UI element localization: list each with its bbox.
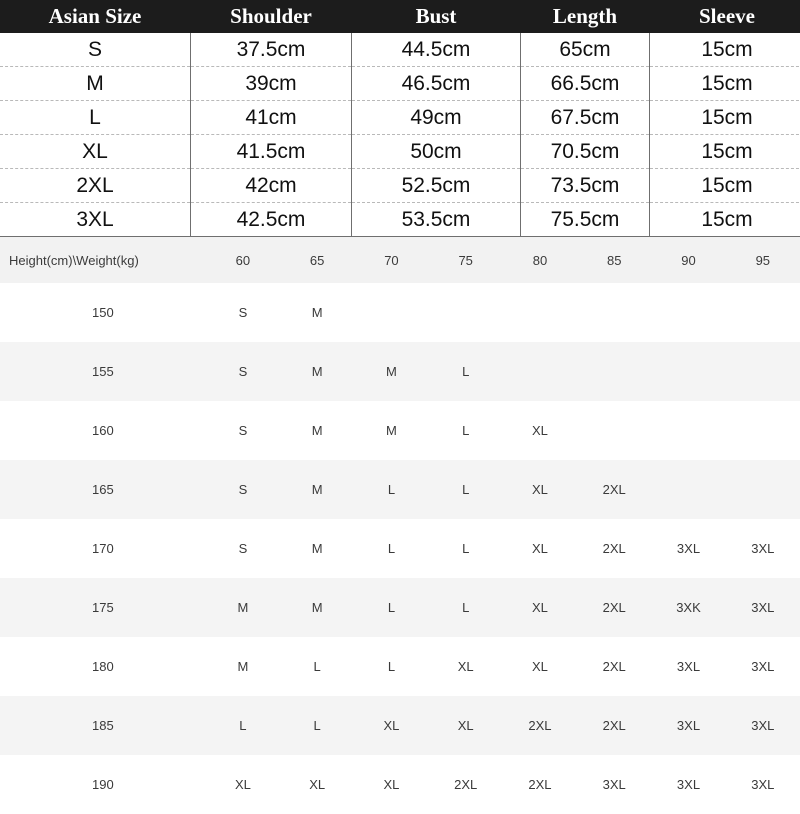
column-header-asian-size: Asian Size <box>0 0 191 33</box>
size-cell: 3XL <box>577 755 651 814</box>
cell-size: 3XL <box>0 203 191 237</box>
size-cell: 2XL <box>429 755 503 814</box>
size-cell: 3XL <box>651 637 725 696</box>
size-cell: L <box>354 578 428 637</box>
table-row <box>0 637 800 696</box>
size-cell <box>726 342 800 401</box>
size-cell <box>651 342 725 401</box>
table-row <box>0 283 800 342</box>
cell-shoulder: 41.5cm <box>191 135 352 169</box>
size-cell: 2XL <box>503 696 577 755</box>
size-cell: L <box>429 519 503 578</box>
size-cell <box>726 401 800 460</box>
table-row <box>0 401 800 460</box>
cell-size: L <box>0 101 191 135</box>
cell-shoulder: 41cm <box>191 101 352 135</box>
size-cell: M <box>354 401 428 460</box>
corner-label-height-weight: Height(cm)\Weight(kg) <box>0 237 206 283</box>
height-label: 190 <box>0 755 206 814</box>
size-cell: L <box>429 401 503 460</box>
cell-shoulder: 42.5cm <box>191 203 352 237</box>
cell-shoulder: 37.5cm <box>191 33 352 67</box>
size-measurement-table <box>0 0 800 237</box>
size-cell <box>503 342 577 401</box>
size-table-header <box>0 0 800 33</box>
size-cell <box>577 283 651 342</box>
column-header-bust: Bust <box>352 0 521 33</box>
size-cell: M <box>206 578 280 637</box>
size-cell: M <box>280 519 354 578</box>
table-row <box>0 203 800 237</box>
size-cell: XL <box>354 755 428 814</box>
cell-sleeve: 15cm <box>650 33 800 67</box>
height-label: 185 <box>0 696 206 755</box>
size-cell: S <box>206 283 280 342</box>
size-cell: XL <box>429 637 503 696</box>
cell-shoulder: 42cm <box>191 169 352 203</box>
cell-size: XL <box>0 135 191 169</box>
size-cell: L <box>429 342 503 401</box>
table-row <box>0 519 800 578</box>
size-cell <box>354 283 428 342</box>
size-cell: XL <box>206 755 280 814</box>
cell-shoulder: 39cm <box>191 67 352 101</box>
height-label: 160 <box>0 401 206 460</box>
cell-size: 2XL <box>0 169 191 203</box>
cell-bust: 44.5cm <box>352 33 521 67</box>
size-cell: XL <box>503 460 577 519</box>
table-row <box>0 67 800 101</box>
cell-length: 73.5cm <box>521 169 650 203</box>
weight-header-95: 95 <box>726 237 800 283</box>
weight-header-75: 75 <box>429 237 503 283</box>
size-cell: L <box>280 637 354 696</box>
size-cell: 3XL <box>726 696 800 755</box>
cell-length: 65cm <box>521 33 650 67</box>
height-label: 155 <box>0 342 206 401</box>
weight-header-85: 85 <box>577 237 651 283</box>
size-cell: M <box>206 637 280 696</box>
cell-sleeve: 15cm <box>650 135 800 169</box>
size-cell: XL <box>280 755 354 814</box>
size-cell: 2XL <box>577 519 651 578</box>
size-cell: 3XL <box>651 519 725 578</box>
height-weight-recommendation-table <box>0 237 800 814</box>
cell-bust: 46.5cm <box>352 67 521 101</box>
cell-length: 67.5cm <box>521 101 650 135</box>
table-row <box>0 342 800 401</box>
size-cell: 3XL <box>726 637 800 696</box>
size-cell: S <box>206 342 280 401</box>
cell-size: M <box>0 67 191 101</box>
cell-bust: 53.5cm <box>352 203 521 237</box>
column-header-sleeve: Sleeve <box>650 0 800 33</box>
cell-bust: 49cm <box>352 101 521 135</box>
size-cell <box>651 401 725 460</box>
height-label: 150 <box>0 283 206 342</box>
size-cell <box>726 283 800 342</box>
size-cell: S <box>206 460 280 519</box>
size-cell: M <box>280 342 354 401</box>
size-cell: 2XL <box>577 578 651 637</box>
size-cell: 2XL <box>503 755 577 814</box>
size-cell <box>577 401 651 460</box>
cell-bust: 52.5cm <box>352 169 521 203</box>
size-cell: M <box>354 342 428 401</box>
weight-header-70: 70 <box>354 237 428 283</box>
size-cell: XL <box>429 696 503 755</box>
size-cell <box>577 342 651 401</box>
table-row <box>0 169 800 203</box>
size-cell: XL <box>503 519 577 578</box>
size-cell: L <box>354 519 428 578</box>
size-cell: L <box>206 696 280 755</box>
cell-bust: 50cm <box>352 135 521 169</box>
recommendation-header-row <box>0 237 800 283</box>
size-cell <box>651 460 725 519</box>
size-cell: 3XL <box>651 696 725 755</box>
size-cell: 3XL <box>726 755 800 814</box>
weight-header-65: 65 <box>280 237 354 283</box>
size-cell: 2XL <box>577 696 651 755</box>
height-label: 175 <box>0 578 206 637</box>
size-cell: L <box>429 578 503 637</box>
size-cell: XL <box>503 401 577 460</box>
cell-sleeve: 15cm <box>650 203 800 237</box>
weight-header-60: 60 <box>206 237 280 283</box>
size-cell: M <box>280 460 354 519</box>
cell-length: 70.5cm <box>521 135 650 169</box>
size-table-body <box>0 33 800 237</box>
weight-header-90: 90 <box>651 237 725 283</box>
table-row <box>0 135 800 169</box>
size-cell: L <box>280 696 354 755</box>
size-cell: L <box>429 460 503 519</box>
height-label: 180 <box>0 637 206 696</box>
size-cell: L <box>354 460 428 519</box>
size-cell: S <box>206 401 280 460</box>
table-row <box>0 33 800 67</box>
cell-sleeve: 15cm <box>650 101 800 135</box>
size-cell <box>429 283 503 342</box>
size-cell: XL <box>503 578 577 637</box>
size-cell: XL <box>503 637 577 696</box>
table-row <box>0 755 800 814</box>
size-cell: 3XK <box>651 578 725 637</box>
cell-sleeve: 15cm <box>650 169 800 203</box>
size-cell: 3XL <box>726 519 800 578</box>
size-cell <box>651 283 725 342</box>
cell-sleeve: 15cm <box>650 67 800 101</box>
size-cell <box>726 460 800 519</box>
size-cell: L <box>354 637 428 696</box>
cell-size: S <box>0 33 191 67</box>
size-cell: XL <box>354 696 428 755</box>
column-header-shoulder: Shoulder <box>191 0 352 33</box>
size-cell: S <box>206 519 280 578</box>
column-header-length: Length <box>521 0 650 33</box>
table-header-row <box>0 0 800 33</box>
size-cell: 2XL <box>577 460 651 519</box>
cell-length: 66.5cm <box>521 67 650 101</box>
height-label: 165 <box>0 460 206 519</box>
table-row <box>0 696 800 755</box>
size-cell: M <box>280 401 354 460</box>
table-row <box>0 460 800 519</box>
size-cell: M <box>280 578 354 637</box>
size-recommendation-section <box>0 237 800 814</box>
size-cell: 2XL <box>577 637 651 696</box>
weight-header-80: 80 <box>503 237 577 283</box>
table-row <box>0 101 800 135</box>
size-cell: 3XL <box>726 578 800 637</box>
size-cell <box>503 283 577 342</box>
size-cell: 3XL <box>651 755 725 814</box>
table-row <box>0 578 800 637</box>
cell-length: 75.5cm <box>521 203 650 237</box>
height-label: 170 <box>0 519 206 578</box>
size-cell: M <box>280 283 354 342</box>
